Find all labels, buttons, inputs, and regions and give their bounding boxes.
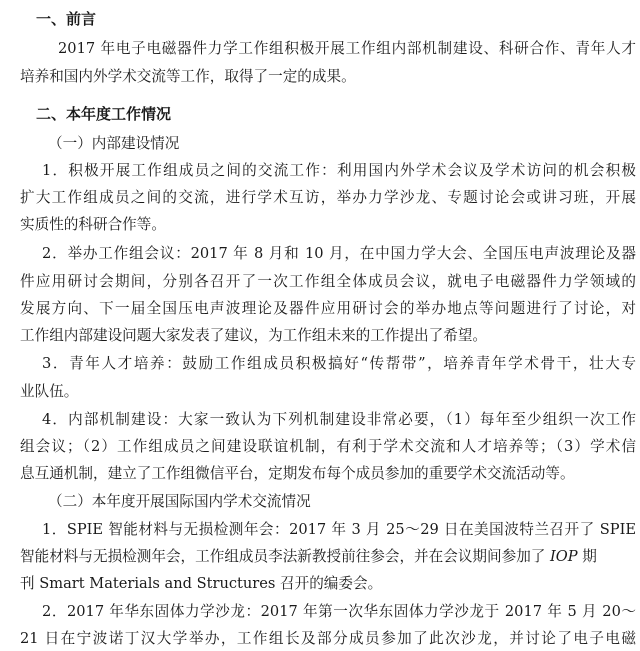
- paragraph-line: 2．举办工作组会议：2017 年 8 月和 10 月，在中国力学大会、全国压电声波理论及器: [42, 244, 636, 262]
- journal-publisher: IOP: [550, 547, 578, 565]
- text-run: 智能材料与无损检测年会，工作组成员李法新教授前往参会，并在会议期间参加了: [20, 547, 551, 565]
- paragraph-line: 1．积极开展工作组成员之间的交流工作：利用国内外学术会议及学术访问的机会积极: [42, 162, 636, 180]
- paragraph-line: 息互通机制，建立了工作组微信平台，定期发布每个成员参加的重要学术交流活动等。: [20, 464, 575, 482]
- subsection-heading: （二）本年度开展国际国内学术交流情况: [48, 492, 311, 510]
- paragraph-line: 2017 年电子电磁器件力学工作组积极开展工作组内部机制建设、科研合作、青年人才: [58, 39, 636, 57]
- paragraph-line: 组会议；（2）工作组成员之间建设联谊机制，有利于学术交流和人才培养等；（3）学术信: [20, 437, 636, 455]
- paragraph-line: 业队伍。: [20, 382, 79, 400]
- paragraph-line: 发展方向、下一届全国压电声波理论及器件应用研讨会的举办地点等问题进行了讨论，对: [20, 299, 636, 317]
- paragraph-line: 件应用研讨会期间，分别各召开了一次工作组全体成员会议，就电子电磁器件力学领域的: [20, 272, 636, 290]
- subsection-heading: （一）内部建设情况: [48, 134, 180, 152]
- paragraph-line: [20, 545, 597, 566]
- paragraph-line: 4．内部机制建设：大家一致认为下列机制建设非常必要，（1）每年至少组织一次工作: [42, 410, 636, 428]
- paragraph-line: 实质性的科研合作等。: [20, 216, 166, 234]
- paragraph-line: 1．SPIE 智能材料与无损检测年会：2017 年 3 月 25～29 日在美国波特兰召开了 SPIE: [42, 520, 636, 538]
- paragraph-line: 2．2017 年华东固体力学沙龙：2017 年第一次华东固体力学沙龙于 2017 年 5 月 20～: [42, 602, 636, 620]
- section-heading-preface: 一、前言: [36, 10, 97, 28]
- paragraph-line: 培养和国内外学术交流等工作，取得了一定的成果。: [20, 67, 356, 85]
- paragraph-line: 刊 Smart Materials and Structures 召开的编委会。: [20, 574, 383, 592]
- paragraph-line: 3．青年人才培养：鼓励工作组成员积极搞好“传帮带”，培养青年学术骨干，壮大专: [42, 354, 636, 372]
- paragraph-line: 21 日在宁波诺丁汉大学举办，工作组长及部分成员参加了此次沙龙，并讨论了电子电磁: [20, 630, 636, 647]
- text-run: 期: [577, 547, 597, 565]
- section-heading-work: 二、本年度工作情况: [36, 105, 172, 124]
- paragraph-line: 工作组内部建设问题大家发表了建议，为工作组未来的工作提出了希望。: [20, 327, 488, 345]
- paragraph-line: 扩大工作组成员之间的交流，进行学术互访，举办力学沙龙、专题讨论会或讲习班，开展: [20, 189, 636, 207]
